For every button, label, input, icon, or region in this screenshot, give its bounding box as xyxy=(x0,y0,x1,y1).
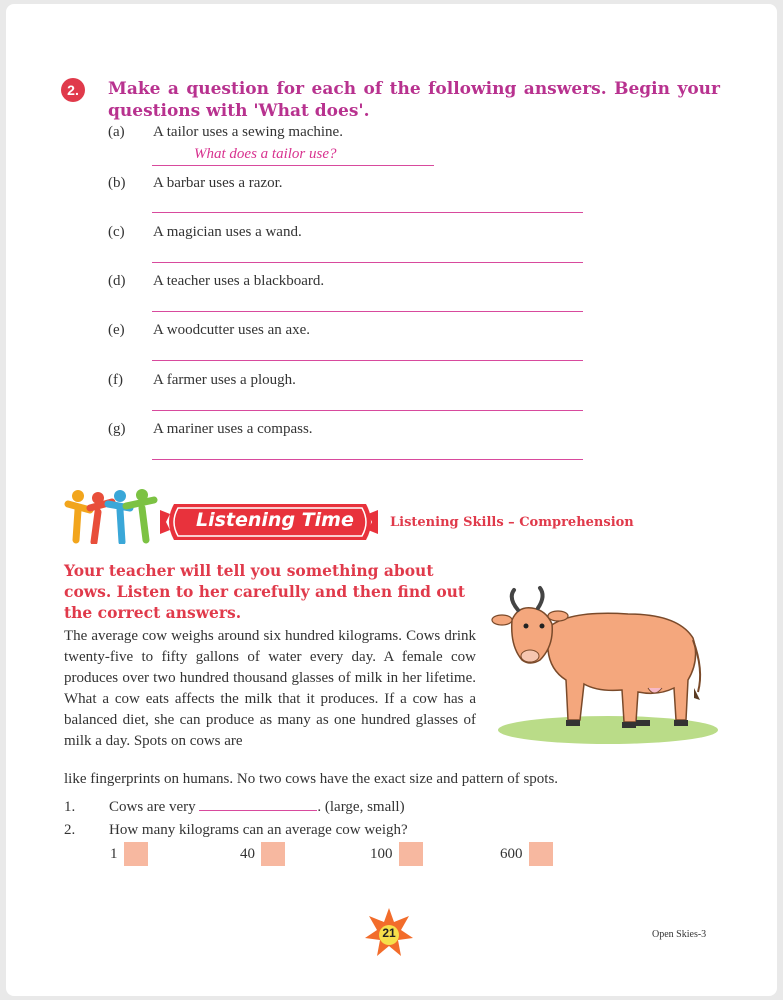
item-label: (d) xyxy=(108,273,126,289)
answer-field-d[interactable] xyxy=(152,311,583,312)
listening-instruction: Your teacher will tell you something about cows. Listen to her carefully and then find out the correct answers. xyxy=(64,561,466,622)
answer-field-f[interactable] xyxy=(152,410,583,411)
item-text: A magician uses a wand. xyxy=(153,224,302,240)
option-checkbox[interactable] xyxy=(529,842,553,866)
item-text: A woodcutter uses an axe. xyxy=(153,322,311,338)
item-text: A farmer uses a plough. xyxy=(153,372,296,388)
item-label: (e) xyxy=(108,322,125,338)
question-number-badge: 2. xyxy=(61,78,85,102)
item-label: (a) xyxy=(108,124,125,140)
question-1-text: Cows are very xyxy=(109,799,196,815)
question-item-b xyxy=(108,175,283,192)
children-group-icon xyxy=(64,488,160,544)
question-1-number: 1. xyxy=(64,799,76,815)
answer-field-g[interactable] xyxy=(152,459,583,460)
item-label: (f) xyxy=(108,372,123,388)
item-text: A barbar uses a razor. xyxy=(153,175,283,191)
option-40 xyxy=(240,842,285,866)
option-label: 600 xyxy=(500,845,523,862)
option-checkbox[interactable] xyxy=(124,842,148,866)
skills-heading: Listening Skills – Comprehension xyxy=(390,515,634,530)
item-label: (b) xyxy=(108,175,126,191)
question-item-c xyxy=(108,224,302,241)
question-2-text: How many kilograms can an average cow weigh? xyxy=(109,822,408,838)
question-item-a xyxy=(108,124,343,141)
option-label: 40 xyxy=(240,845,255,862)
book-title: Open Skies-3 xyxy=(652,929,707,940)
option-checkbox[interactable] xyxy=(261,842,285,866)
answer-field-a[interactable]: What does a tailor use? xyxy=(152,146,434,166)
question-1 xyxy=(64,796,405,816)
question-item-g xyxy=(108,421,313,438)
banner-title: Listening Time xyxy=(196,509,354,531)
item-text: A tailor uses a sewing machine. xyxy=(153,124,343,140)
question-item-f xyxy=(108,372,296,389)
option-checkbox[interactable] xyxy=(399,842,423,866)
question-1-choices: . (large, small) xyxy=(317,799,405,815)
item-label: (c) xyxy=(108,224,125,240)
option-100 xyxy=(370,842,423,866)
question-title: Make a question for each of the following answers. Begin your questions with 'What does'. xyxy=(108,79,720,121)
answer-field-c[interactable] xyxy=(152,262,583,263)
page-number: 21 xyxy=(382,926,396,940)
question-item-e xyxy=(108,322,310,339)
question-item-d xyxy=(108,273,324,290)
option-1 xyxy=(110,842,148,866)
answer-field-e[interactable] xyxy=(152,360,583,361)
question-2-number: 2. xyxy=(64,822,76,838)
item-label: (g) xyxy=(108,421,126,437)
question-1-blank[interactable] xyxy=(199,796,317,811)
item-text: A teacher uses a blackboard. xyxy=(153,273,325,289)
answer-field-b[interactable] xyxy=(152,212,583,213)
question-2 xyxy=(64,822,408,839)
cow-illustration xyxy=(488,580,718,750)
option-600 xyxy=(500,842,553,866)
passage-text: The average cow weighs around six hundred kilograms. Cows drink twenty-five to fifty gallons of water every day. A female cow produces over two hundred thousand glasses of milk in her lifetime. What a cow eats affects the milk that it produces. If a cow has a balanced diet, she can produce as many as one hundred glasses of milk a day. Spots on cows are xyxy=(64,628,476,749)
item-text: A mariner uses a compass. xyxy=(153,421,313,437)
passage-text-last-line: like fingerprints on humans. No two cows have the exact size and pattern of spots. xyxy=(64,771,559,787)
option-label: 1 xyxy=(110,845,118,862)
option-label: 100 xyxy=(370,845,393,862)
